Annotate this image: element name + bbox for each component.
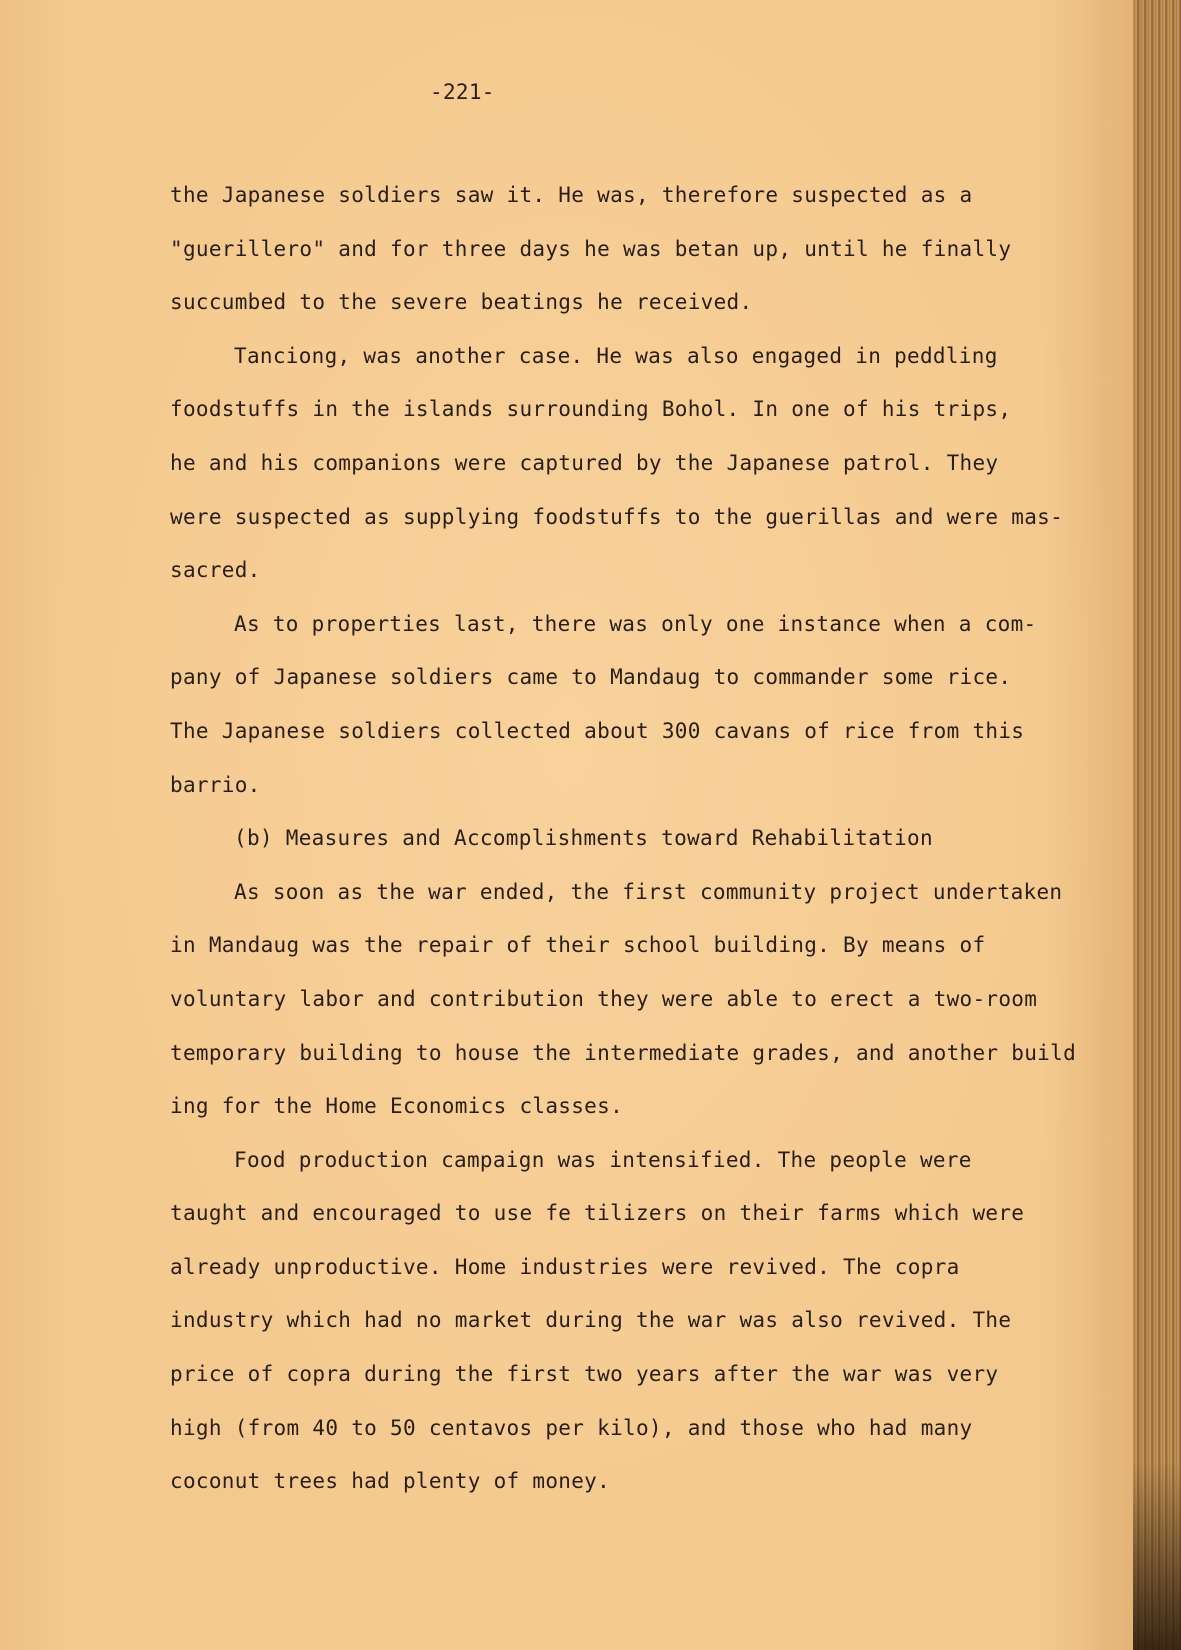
text-line: the Japanese soldiers saw it. He was, therefore suspected as a	[170, 183, 973, 207]
text-line: coconut trees had plenty of money.	[170, 1469, 611, 1494]
book-page-edges	[1133, 0, 1181, 1650]
text-line: The Japanese soldiers collected about 300 cavans of rice from this	[170, 718, 1025, 743]
page-number: -221-	[430, 80, 495, 104]
text-line: Food production campaign was intensified. The people were	[234, 1147, 972, 1172]
text-line: sacred.	[170, 558, 261, 583]
text-line: voluntary labor and contribution they were able to erect a two-room	[170, 986, 1038, 1011]
text-line: already unproductive. Home industries were revived. The copra	[170, 1254, 960, 1279]
text-line: foodstuffs in the islands surrounding Bohol. In one of his trips,	[170, 397, 1012, 422]
text-line: As soon as the war ended, the first community project undertaken	[234, 879, 1063, 904]
text-line: As to properties last, there was only one instance when a com-	[234, 611, 1037, 636]
text-line: taught and encouraged to use fe tilizers on their farms which were	[170, 1201, 1025, 1226]
text-line: ing for the Home Economics classes.	[170, 1094, 624, 1119]
text-line: barrio.	[170, 772, 261, 797]
text-line: Tanciong, was another case. He was also engaged in peddling	[234, 343, 998, 368]
text-line: in Mandaug was the repair of their school building. By means of	[170, 933, 986, 958]
text-line: he and his companions were captured by the Japanese patrol. They	[170, 450, 999, 475]
text-line: succumbed to the severe beatings he received.	[170, 290, 753, 315]
text-line: pany of Japanese soldiers came to Mandaug to commander some rice.	[170, 665, 1012, 690]
text-line: price of copra during the first two years after the war was very	[170, 1362, 999, 1387]
text-line: high (from 40 to 50 centavos per kilo), and those who had many	[170, 1415, 973, 1440]
text-line: industry which had no market during the war was also revived. The	[170, 1308, 1012, 1333]
body-text	[170, 178, 1090, 1518]
text-line: were suspected as supplying foodstuffs to the guerillas and were mas-	[170, 504, 1064, 529]
section-heading: (b) Measures and Accomplishments toward Rehabilitation	[234, 826, 933, 851]
text-line: temporary building to house the intermediate grades, and another build	[170, 1040, 1077, 1065]
text-line: "guerillero" and for three days he was betan up, until he finally	[170, 236, 1012, 261]
